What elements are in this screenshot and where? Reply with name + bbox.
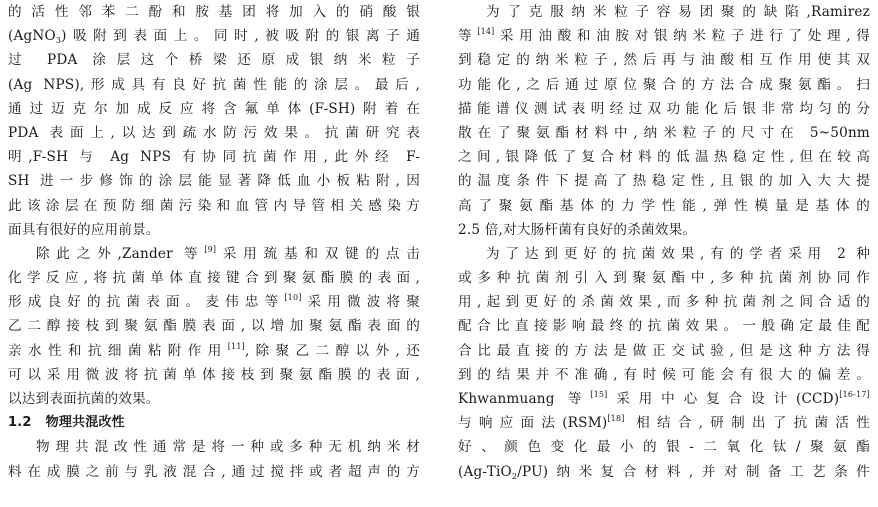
text-line (8, 435, 420, 459)
text-line (8, 194, 420, 218)
text-line (8, 218, 420, 242)
text-line (8, 145, 420, 169)
text-run: /PU)纳米复合材料,并对制备工艺条件 (517, 463, 870, 480)
text-run: 等 (458, 28, 478, 45)
text-run: 乙二醇接枝到聚氨酯膜表面,以增加聚氨酯表面的 (8, 318, 420, 335)
text-line (458, 411, 870, 435)
text-line (458, 314, 870, 338)
text-line (458, 169, 870, 193)
text-line (8, 73, 420, 97)
text-line (458, 48, 870, 72)
text-run: 的温度条件下提高了热稳定性,且银的加入大大提 (458, 173, 870, 190)
text-line (458, 339, 870, 363)
text-run: 用,起到更好的杀菌效果,而多种抗菌剂之间合适的 (458, 294, 870, 311)
text-run: 2.5 倍,对大肠杆菌有良好的杀菌效果。 (458, 221, 697, 238)
subscript: 3 (55, 36, 62, 46)
text-run: 采用微波将聚 (301, 294, 420, 311)
text-run: )吸附到表面上。同时,被吸附的银离子通 (61, 28, 420, 45)
text-line (8, 48, 420, 72)
text-line (8, 0, 420, 24)
text-line (458, 460, 870, 484)
text-line (8, 290, 420, 314)
text-run: ,除聚乙二醇以外,还 (244, 342, 420, 359)
text-run: 之间,银降低了复合材料的低温热稳定性,但在较高 (458, 149, 870, 166)
text-run: 合比最直接的方法是做正交试验,但是这种方法得 (458, 342, 870, 359)
text-line (458, 435, 870, 459)
text-run: 通过迈克尔加成反应将含氟单体(F-SH)附着在 (8, 100, 420, 117)
citation-ref: [14] (477, 27, 495, 37)
text-run: 或多种抗菌剂引入到聚氨酯中,多种抗菌剂协同作 (458, 270, 870, 287)
text-run: 除此之外,Zander 等 (36, 245, 205, 262)
text-run: 为了达到更好的抗菌效果,有的学者采用 2 种 (486, 245, 870, 262)
text-line (8, 121, 420, 145)
text-run: (Ag NPS),形成具有良好抗菌性能的涂层。最后, (8, 76, 420, 93)
text-run: 此该涂层在预防细菌污染和血管内导管相关感染方 (8, 197, 420, 214)
text-line (458, 363, 870, 387)
text-run: 到稳定的纳米粒子,然后再与油酸相互作用使其双 (458, 52, 870, 69)
text-run: 采用油酸和油胺对银纳米粒子进行了处理,得 (494, 28, 870, 45)
text-line (8, 242, 420, 266)
text-line (458, 24, 870, 48)
text-run: (Ag-TiO (458, 463, 512, 480)
text-line (458, 242, 870, 266)
text-run: PDA 表面上,以达到疏水防污效果。抗菌研究表 (8, 124, 420, 141)
text-run: 描能谱仪测试表明经过双功能化后银非常均匀的分 (458, 100, 870, 117)
text-run: 明,F-SH 与 Ag NPS 有协同抗菌作用,此外经 F- (8, 149, 420, 166)
citation-ref: [15] (590, 390, 608, 399)
text-run: 亲水性和抗细菌粘附作用 (8, 342, 228, 359)
text-line (8, 339, 420, 363)
text-run: 散在了聚氨酯材料中,纳米粒子的尺寸在 5~50nm (458, 124, 870, 141)
text-line (458, 0, 870, 24)
text-run: 功能化,之后通过原位聚合的方法合成聚氨酯。扫 (458, 76, 870, 93)
text-run: SH 进一步修饰的涂层能显著降低血小板粘附,因 (8, 173, 420, 190)
text-line (458, 97, 870, 121)
text-line (458, 290, 870, 314)
text-line (8, 363, 420, 387)
text-run: 为了克服纳米粒子容易团聚的缺陷,Ramirez (486, 4, 870, 20)
text-line (458, 387, 870, 411)
text-line (458, 121, 870, 145)
text-line (8, 387, 420, 411)
text-run: 采用中心复合设计(CCD) (607, 391, 840, 407)
text-run: 与响应面法(RSM) (458, 415, 608, 432)
text-run: 可以采用微波将抗菌单体接枝到聚氨酯膜的表面, (8, 366, 420, 383)
text-run: 以达到表面抗菌的效果。 (8, 391, 160, 407)
text-line (8, 460, 420, 484)
text-run: 面具有很好的应用前景。 (8, 221, 160, 238)
subscript: 2 (511, 471, 518, 481)
left-column (8, 0, 420, 484)
text-run: 的活性邻苯二酚和胺基团将加入的硝酸银 (8, 4, 420, 20)
text-run: (AgNO (8, 28, 56, 45)
text-run: 到的结果并不准确,有时候可能会有很大的偏差。 (458, 366, 870, 383)
citation-ref: [9] (204, 244, 217, 254)
text-line (8, 169, 420, 193)
text-line (8, 97, 420, 121)
text-run: 高了聚氨酯基体的力学性能,弹性模量是基体的 (458, 197, 870, 214)
section-number: 1.2 (8, 415, 32, 431)
text-line (458, 194, 870, 218)
text-run: 物理共混改性通常是将一种或多种无机纳米材 (36, 439, 420, 456)
text-run: 形成良好的抗菌表面。麦伟忠等 (8, 294, 285, 311)
text-run: 化学反应,将抗菌单体直接键合到聚氨酯膜的表面, (8, 270, 420, 287)
section-heading (8, 411, 420, 435)
text-line (8, 314, 420, 338)
text-run: Khwanmuang 等 (458, 391, 591, 407)
text-run: 过 PDA 涂层这个桥梁还原成银纳米粒子 (8, 52, 420, 69)
citation-ref: [10] (284, 293, 302, 303)
citation-ref: [18] (607, 414, 625, 424)
section-title: 物理共混改性 (45, 415, 125, 431)
text-line (458, 73, 870, 97)
citation-ref: [16-17] (839, 390, 870, 399)
text-line (458, 218, 870, 242)
text-line (458, 266, 870, 290)
right-column (458, 0, 870, 484)
citation-ref: [11] (227, 341, 245, 351)
text-run: 好、颜色变化最小的银-二氧化钛/聚氨酯 (458, 439, 870, 456)
text-run: 配合比直接影响最终的抗菌效果。一般确定最佳配 (458, 318, 870, 335)
text-run: 采用巯基和双键的点击 (216, 245, 420, 262)
text-line (8, 24, 420, 48)
text-run: 料在成膜之前与乳液混合,通过搅拌或者超声的方 (8, 463, 420, 480)
text-line (8, 266, 420, 290)
text-run: 相结合,研制出了抗菌活性 (624, 415, 870, 432)
text-line (458, 145, 870, 169)
